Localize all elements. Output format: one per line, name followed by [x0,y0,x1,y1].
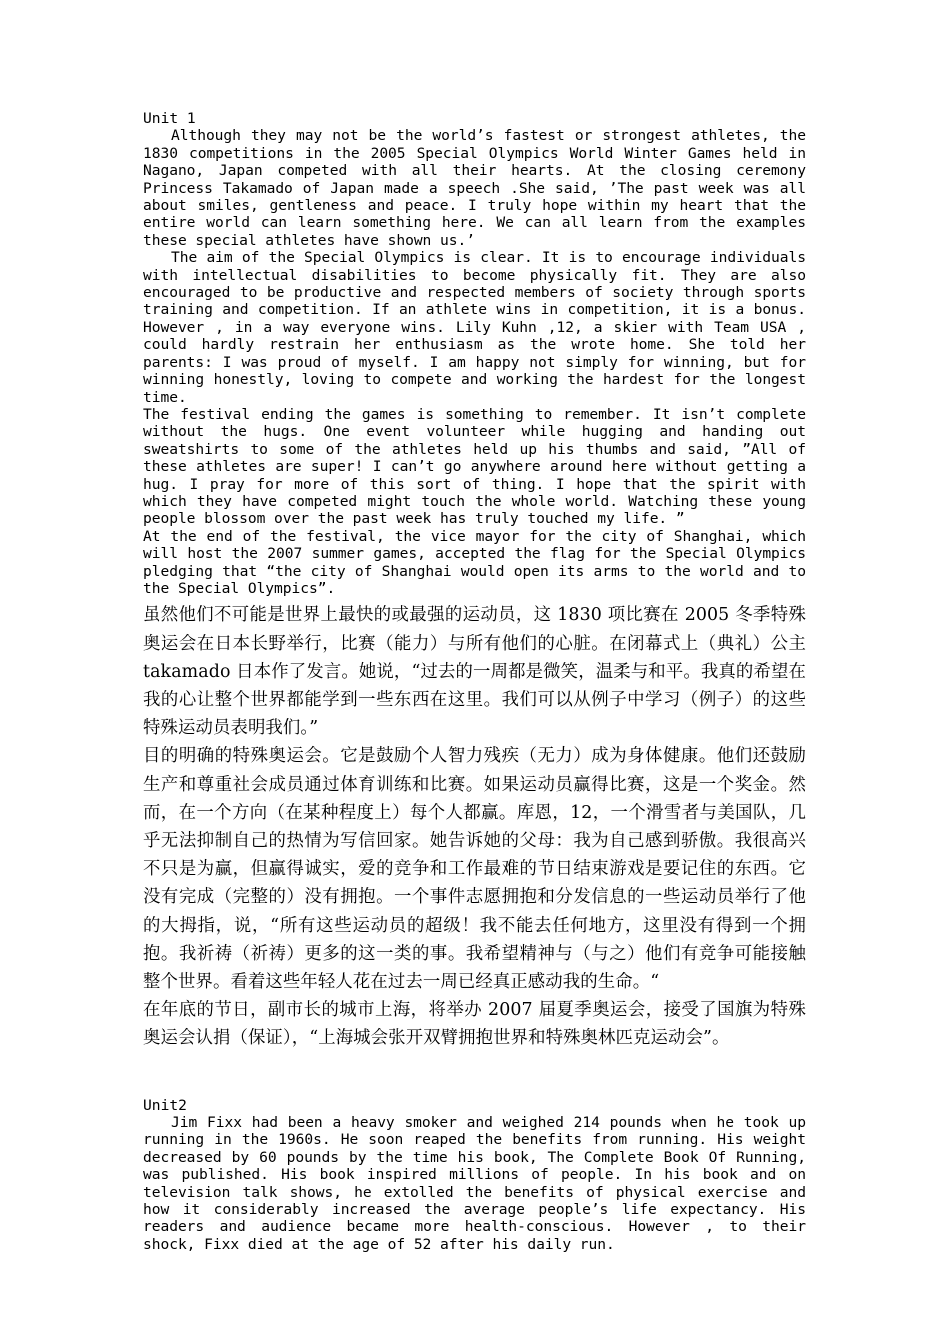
unit2-heading: Unit2 [143,1096,187,1114]
unit1-heading: Unit 1 [143,110,196,127]
unit1-en-paragraph-1: Although they may not be the world’s fastest or strongest athletes, the 1830 competitions in the 2005 Special Olympics World Winter Games held in Nagano, Japan competed with all their hearts. At the closing ceremony Princess Takamado of Japan made a speech .She said, ’The past week was all about smiles, gentleness and peace. I truly hope within my heart that the entire world can learn something here. We can all learn from the examples these special athletes have shown us.’ [143,127,806,249]
unit1-en-paragraph-4: At the end of the festival, the vice mayor for the city of Shanghai, which will host the 2007 summer games, accepted the flag for the Special Olympics pledging that “the city of Shanghai would open its arms to the world and to the Special Olympics”. [143,527,806,597]
unit1-zh-paragraph-2: 目的明确的特殊奥运会。它是鼓励个人智力残疾（无力）成为身体健康。他们还鼓励生产和尊重社会成员通过体育训练和比赛。如果运动员赢得比赛，这是一个奖金。然而，在一个方向（在某种程度上）每个人都赢。库恩，12，一个滑雪者与美国队，几乎无法抑制自己的热情为写信回家。她告诉她的父母：我为自己感到骄傲。我很高兴不只是为赢，但赢得诚实，爱的竞争和工作最难的节日结束游戏是要记住的东西。它没有完成（完整的）没有拥抱。一个事件志愿拥抱和分发信息的一些运动员举行了他的大拇指，说，“所有这些运动员的超级！我不能去任何地方，这里没有得到一个拥抱。我祈祷（祈祷）更多的这一类的事。我希望精神与（与之）他们有竞争可能接触整个世界。看着这些年轻人花在过去一周已经真正感动我的生命。“ [143,746,806,993]
unit1-en-paragraph-3: The festival ending the games is something to remember. It isn’t complete without the hugs. One event volunteer while hugging and handing out sweatshirts to some of the athletes held up his thumbs and said, ”All of these athletes are super! I can’t go anywhere around here without getting a hug. I pray for more of this sort of thing. I hope that the spirit with which they have competed might touch the whole world. Watching these young people blossom over the past week has truly touched my life. ” [143,405,806,528]
spacer [143,1053,806,1097]
unit2-en-paragraph-1: Jim Fixx had been a heavy smoker and weighed 214 pounds when he took up running in the 1960s. He soon reaped the benefits from running. His weight decreased by 60 pounds by the time his book, The Complete Book Of Running, was published. His book inspired millions of people. In his book and on television talk shows, he extolled the benefits of physical exercise and how it considerably increased the average people’s life expectancy. His readers and audience became more health-conscious. However , to their shock, Fixx died at the age of 52 after his daily run. [143,1114,806,1253]
unit1-zh-paragraph-1: 虽然他们不可能是世界上最快的或最强的运动员，这 1830 项比赛在 2005 冬季特殊奥运会在日本长野举行，比赛（能力）与所有他们的心脏。在闭幕式上（典礼）公主 takamado 日本作了发言。她说，“过去的一周都是微笑，温柔与和平。我真的希望在我的心让整个世界都能学到一些东西在这里。我们可以从例子中学习（例子）的这些特殊运动员表明我们。” [143,605,806,739]
unit1-zh-paragraph-3: 在年底的节日，副市长的城市上海，将举办 2007 届夏季奥运会，接受了国旗为特殊奥运会认捐（保证），“上海城会张开双臂拥抱世界和特殊奥林匹克运动会”。 [143,1000,806,1049]
unit1-en-paragraph-2: The aim of the Special Olympics is clear. It is to encourage individuals with intellectual disabilities to become physically fit. They are also encouraged to be productive and respected members of society through sports training and competition. If an athlete wins in competition, it is a bonus. However , in a way everyone wins. Lily Kuhn ,12, a skier with Team USA , could hardly restrain her enthusiasm as the wrote home. She told her parents: I was proud of myself. I am happy not simply for winning, but for winning honestly, loving to compete and working the hardest for the longest time. [143,249,806,406]
document-body [143,110,806,1253]
